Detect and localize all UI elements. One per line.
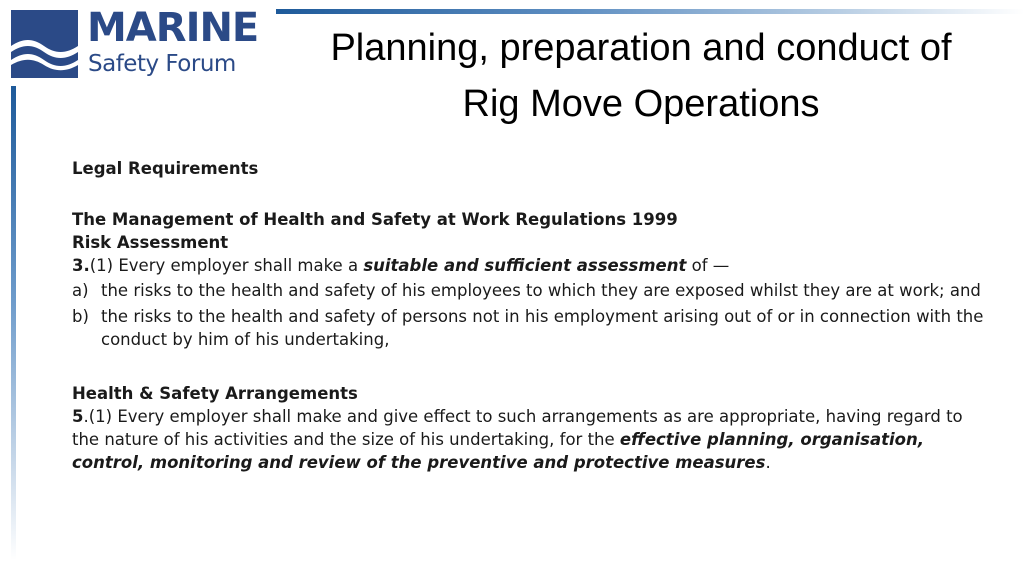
slide-body: [72, 157, 992, 474]
clause-3-emphasis: suitable and sufficient assessment: [363, 256, 687, 275]
logo-word-marine: MARINE: [87, 5, 259, 51]
clause-5-number: 5: [72, 407, 84, 426]
list-item-text: the risks to the health and safety of persons not in his employment arising out of or in connection with the conduct by him of his undertaking,: [101, 307, 984, 349]
risk-assessment-heading: Risk Assessment: [72, 233, 229, 252]
list-item-marker: a): [72, 281, 89, 300]
slide-title: [276, 20, 1006, 132]
slide-title-line1: Planning, preparation and conduct of: [330, 27, 952, 69]
header-rule: [276, 9, 1024, 14]
section-heading-arrangements: Health & Safety Arrangements: [72, 384, 358, 403]
marine-safety-forum-logo: [11, 5, 273, 82]
clause-3-list: [72, 279, 992, 351]
list-item: [72, 279, 992, 302]
clause-5-pre: .(1) Every employer shall make and give effect to such arrangements as are appropriate, having regard to the nature of his activities and the size of his undertaking, for the: [72, 407, 963, 449]
clause-3-pre: (1) Every employer shall make a: [89, 256, 364, 275]
slide-title-line2: Rig Move Operations: [462, 83, 820, 125]
wave-logo-icon: [11, 10, 78, 78]
list-item-marker: b): [72, 307, 89, 326]
list-item: [72, 305, 992, 351]
regulation-title: The Management of Health and Safety at Work Regulations 1999: [72, 210, 678, 229]
clause-5-post: .: [765, 453, 771, 472]
list-item-text: the risks to the health and safety of his employees to which they are exposed whilst they are at work; and: [101, 281, 981, 300]
clause-3-number: 3.: [72, 256, 90, 275]
side-rule: [11, 86, 16, 560]
section-heading-legal: Legal Requirements: [72, 159, 259, 178]
clause-3: [72, 254, 992, 277]
clause-5: [72, 405, 992, 474]
logo-word-safety-forum: Safety Forum: [88, 51, 236, 77]
clause-3-post: of —: [686, 256, 730, 275]
clause-5-emphasis: effective planning, organisation, control, monitoring and review of the preventive and protective measures: [72, 430, 925, 472]
